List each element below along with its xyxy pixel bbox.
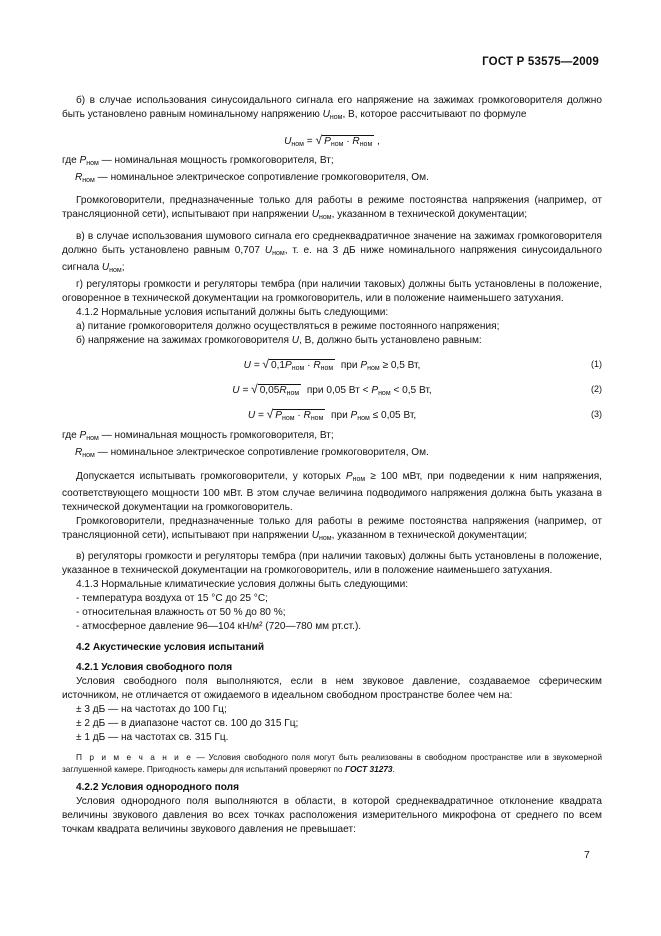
- page-body: [62, 94, 602, 838]
- para-4-1-2: 4.1.2 Нормальные условия испытаний должны быть следующими:: [76, 307, 389, 319]
- heading-4-2: 4.2 Акустические условия испытаний: [76, 641, 265, 653]
- tolerance-item-2: ± 2 дБ — в диапазоне частот св. 100 до 315 Гц;: [76, 718, 299, 729]
- climate-item-pressure: - атмосферное давление 96—104 кН/м² (720—780 мм рт.ст.).: [76, 621, 362, 633]
- para-allowed: Допускается испытывать громкоговорители, у которых $P_{ном} \ge 100$ мВт, при подведении к ним напряжения, соответствующего мощности 100 мВт. В этом случае величина подводимого напряжения должна быть указана в технической документации на громкоговоритель.: [62, 470, 602, 513]
- para-v-controls: в) регуляторы громкости и регуляторы тембра (при наличии таковых) должны быть установлены в положение, указанное в технической документации на громкоговоритель, или в положение наименьшего затухания.: [62, 550, 602, 577]
- legend-resistance-2: $R_{ном}$ — номинальное электрическое сопротивление громкоговорителя, Ом.: [75, 447, 429, 460]
- tolerance-item-3: ± 1 дБ — на частотах св. 315 Гц.: [76, 732, 229, 744]
- para-g-controls: г) регуляторы громкости и регуляторы тембра (при наличии таковых) должны быть установлены в положение, оговоренное в технической документации на громкоговоритель, или в положение наименьшего затухания.: [62, 278, 602, 304]
- legend-power: где $P_{ном}$ — номинальная мощность громкоговорителя, Вт;: [62, 155, 334, 168]
- para-uniform-field: Условия однородного поля выполняются в области, в которой среднеквадратичное отклонение квадрата величины звукового давления во всех точках расположения измерительного микрофона от среднего по всем точкам квадрата величины звукового давления не превышает:: [62, 796, 602, 836]
- formula-1: U = √ $0,1P_{ном} \cdot R_{ном}$ при $P_{ном} \ge 0,5$ Вт, (1): [243, 357, 602, 373]
- formula-3: U = √ $P_{ном} \cdot R_{ном}$ при $P_{ном} \le 0,05$ Вт, (3): [247, 407, 602, 423]
- formula-nominal-voltage: $U_{ном}$ = √ $P_{ном} \cdot R_{ном}$ ,: [284, 133, 380, 149]
- page-number: 7: [584, 849, 590, 861]
- legend-resistance: $R_{ном}$ — номинальное электрическое сопротивление громкоговорителя, Ом.: [75, 172, 429, 185]
- para-4-1-3: 4.1.3 Нормальные климатические условия должны быть следующими:: [76, 579, 409, 591]
- para-constant-voltage-1: Громкоговорители, предназначенные только для работы в режиме постоянства напряжения (например, от трансляционной сети), испытывают при напряжении $U_{ном}$, указанном в технической документации;: [62, 195, 602, 222]
- tolerance-item-1: ± 3 дБ — на частотах до 100 Гц;: [76, 703, 227, 715]
- para-b-voltage: б) напряжение на зажимах громкоговорителя U, В, должно быть установлено равным:: [76, 335, 482, 347]
- document-header: ГОСТ Р 53575—2009: [482, 56, 599, 68]
- legend-power-2: где $P_{ном}$ — номинальная мощность громкоговорителя, Вт;: [62, 430, 334, 443]
- note-free-field: П р и м е ч а н и е — Условия свободного поля могут быть реализованы в свободном пространстве или в звукомерной заглушенной камере. Пригодность камеры для испытаний проверяют по ГОСТ 31273.: [62, 752, 602, 775]
- heading-4-2-1: 4.2.1 Условия свободного поля: [76, 661, 233, 673]
- para-constant-voltage-2: Громкоговорители, предназначенные только для работы в режиме постоянства напряжения (например, от трансляционной сети), испытывают при напряжении $U_{ном}$, указанном в технической документации;: [62, 515, 602, 542]
- para-free-field: Условия свободного поля выполняются, если в нем звуковое давление, создаваемое сферическим источником, не отличается от ожидаемого в идеальном свободном пространстве более чем на:: [62, 675, 602, 701]
- climate-item-humidity: - относительная влажность от 50 % до 80 %;: [76, 607, 286, 619]
- para-a-supply: а) питание громкоговорителя должно осуществляться в режиме постоянного напряжения;: [76, 321, 500, 333]
- climate-item-temperature: - температура воздуха от 15 °С до 25 °С;: [76, 593, 268, 605]
- heading-4-2-2: 4.2.2 Условия однородного поля: [76, 782, 239, 794]
- para-v-noise: в) в случае использования шумового сигнала его среднеквадратичное значение на зажимах громкоговорителя должно быть установлено равным 0,707 $U_{ном}$, т. е. на 3 дБ ниже номинального напряжения синусоидального сигнала $U_{ном}$;: [62, 230, 602, 274]
- formula-2: U = √ $0,05R_{ном}$ при 0,05 Вт < $P_{ном} < 0,5$ Вт, (2): [232, 382, 602, 398]
- standard-reference: ГОСТ 31273: [344, 764, 393, 775]
- para-b-sinusoidal: б) в случае использования синусоидального сигнала его напряжение на зажимах громкоговорителя должно быть установлено равным номинальному напряжению $U_{ном}$, В, которое рассчитывают по формуле: [62, 95, 602, 122]
